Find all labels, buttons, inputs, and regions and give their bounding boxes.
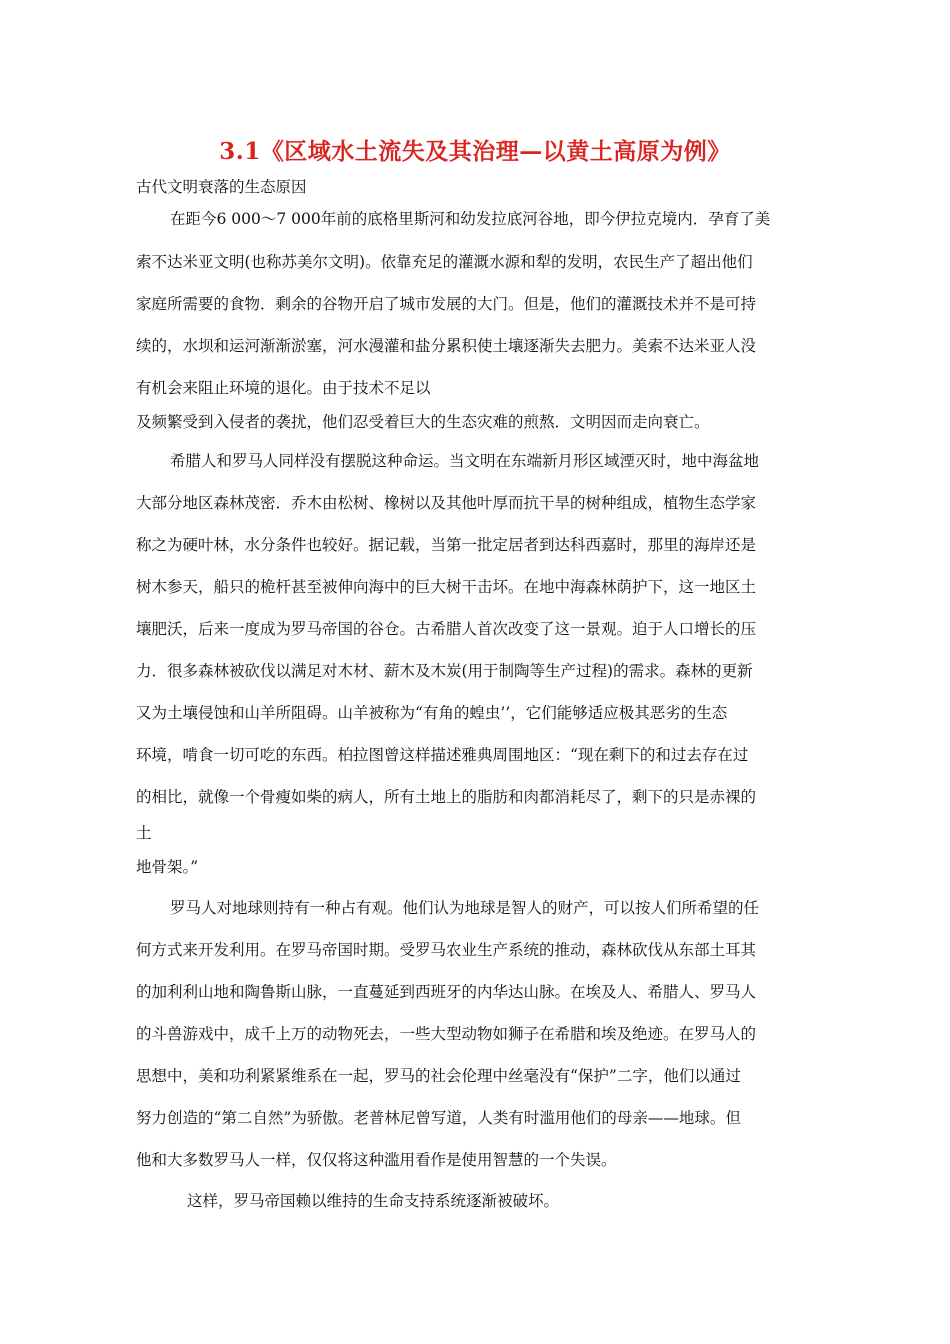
body-line: 续的，水坝和运河渐渐淤塞，河水漫灌和盐分累积使土壤逐渐失去肥力。美索不达米亚人没 bbox=[136, 337, 757, 355]
body-line: 地骨架。” bbox=[136, 858, 199, 876]
body-line: 环境，啃食一切可吃的东西。柏拉图曾这样描述雅典周围地区：“现在剩下的和过去存在过 bbox=[136, 746, 749, 764]
body-line: 在距今6 000～7 000年前的底格里斯河和幼发拉底河谷地，即今伊拉克境内．孕育了美 bbox=[170, 210, 771, 228]
body-line: 称之为硬叶林，水分条件也较好。据记载，当第一批定居者到达科西嘉时，那里的海岸还是 bbox=[136, 536, 757, 554]
body-line: 的相比，就像一个骨瘦如柴的病人，所有土地上的脂肪和肉都消耗尽了，剩下的只是赤裸的 bbox=[136, 788, 757, 806]
body-line: 树木参天，船只的桅杆甚至被伸向海中的巨大树干击坏。在地中海森林荫护下，这一地区土 bbox=[136, 578, 757, 596]
body-line: 的加利利山地和陶鲁斯山脉，一直蔓延到西班牙的内华达山脉。在埃及人、希腊人、罗马人 bbox=[136, 983, 757, 1001]
body-line: 何方式来开发利用。在罗马帝国时期。受罗马农业生产系统的推动，森林砍伐从东部土耳其 bbox=[136, 941, 757, 959]
body-line: 家庭所需要的食物．剩余的谷物开启了城市发展的大门。但是，他们的灌溉技术并不是可持 bbox=[136, 295, 757, 313]
body-line: 大部分地区森林茂密．乔木由松树、橡树以及其他叶厚而抗干旱的树种组成，植物生态学家 bbox=[136, 494, 757, 512]
body-line: 土 bbox=[136, 824, 152, 842]
body-line: 思想中，美和功利紧紧维系在一起，罗马的社会伦理中丝毫没有“保护”二字，他们以通过 bbox=[136, 1067, 741, 1085]
body-line: 希腊人和罗马人同样没有摆脱这种命运。当文明在东端新月形区域湮灭时，地中海盆地 bbox=[170, 452, 760, 470]
body-line: 他和大多数罗马人一样，仅仅将这种滥用看作是使用智慧的一个失误。 bbox=[136, 1151, 617, 1169]
body-line: 及频繁受到入侵者的袭扰，他们忍受着巨大的生态灾难的煎熬．文明因而走向衰亡。 bbox=[136, 413, 710, 431]
body-line: 力．很多森林被砍伐以满足对木材、薪木及木炭(用于制陶等生产过程)的需求。森林的更新 bbox=[136, 662, 753, 680]
document-title: 3.1《区域水土流失及其治理—以黄土高原为例》 bbox=[219, 138, 731, 165]
body-line: 这样，罗马帝国赖以维持的生命支持系统逐渐被破坏。 bbox=[187, 1192, 560, 1210]
body-line: 有机会来阻止环境的退化。由于技术不足以 bbox=[136, 379, 431, 397]
body-line: 努力创造的“第二自然”为骄傲。老普林尼曾写道，人类有时滥用他们的母亲——地球。但 bbox=[136, 1109, 741, 1127]
body-line: 的斗兽游戏中，成千上万的动物死去，一些大型动物如狮子在希腊和埃及绝迹。在罗马人的 bbox=[136, 1025, 757, 1043]
body-line: 又为土壤侵蚀和山羊所阻碍。山羊被称为“有角的蝗虫’’，它们能够适应极其恶劣的生态 bbox=[136, 704, 728, 722]
section-heading: 古代文明衰落的生态原因 bbox=[136, 178, 307, 196]
body-line: 索不达米亚文明(也称苏美尔文明)。依靠充足的灌溉水源和犁的发明，农民生产了超出他们 bbox=[136, 253, 753, 271]
body-line: 壤肥沃，后来一度成为罗马帝国的谷仓。古希腊人首次改变了这一景观。迫于人口增长的压 bbox=[136, 620, 757, 638]
body-line: 罗马人对地球则持有一种占有观。他们认为地球是智人的财产，可以按人们所希望的任 bbox=[170, 899, 760, 917]
